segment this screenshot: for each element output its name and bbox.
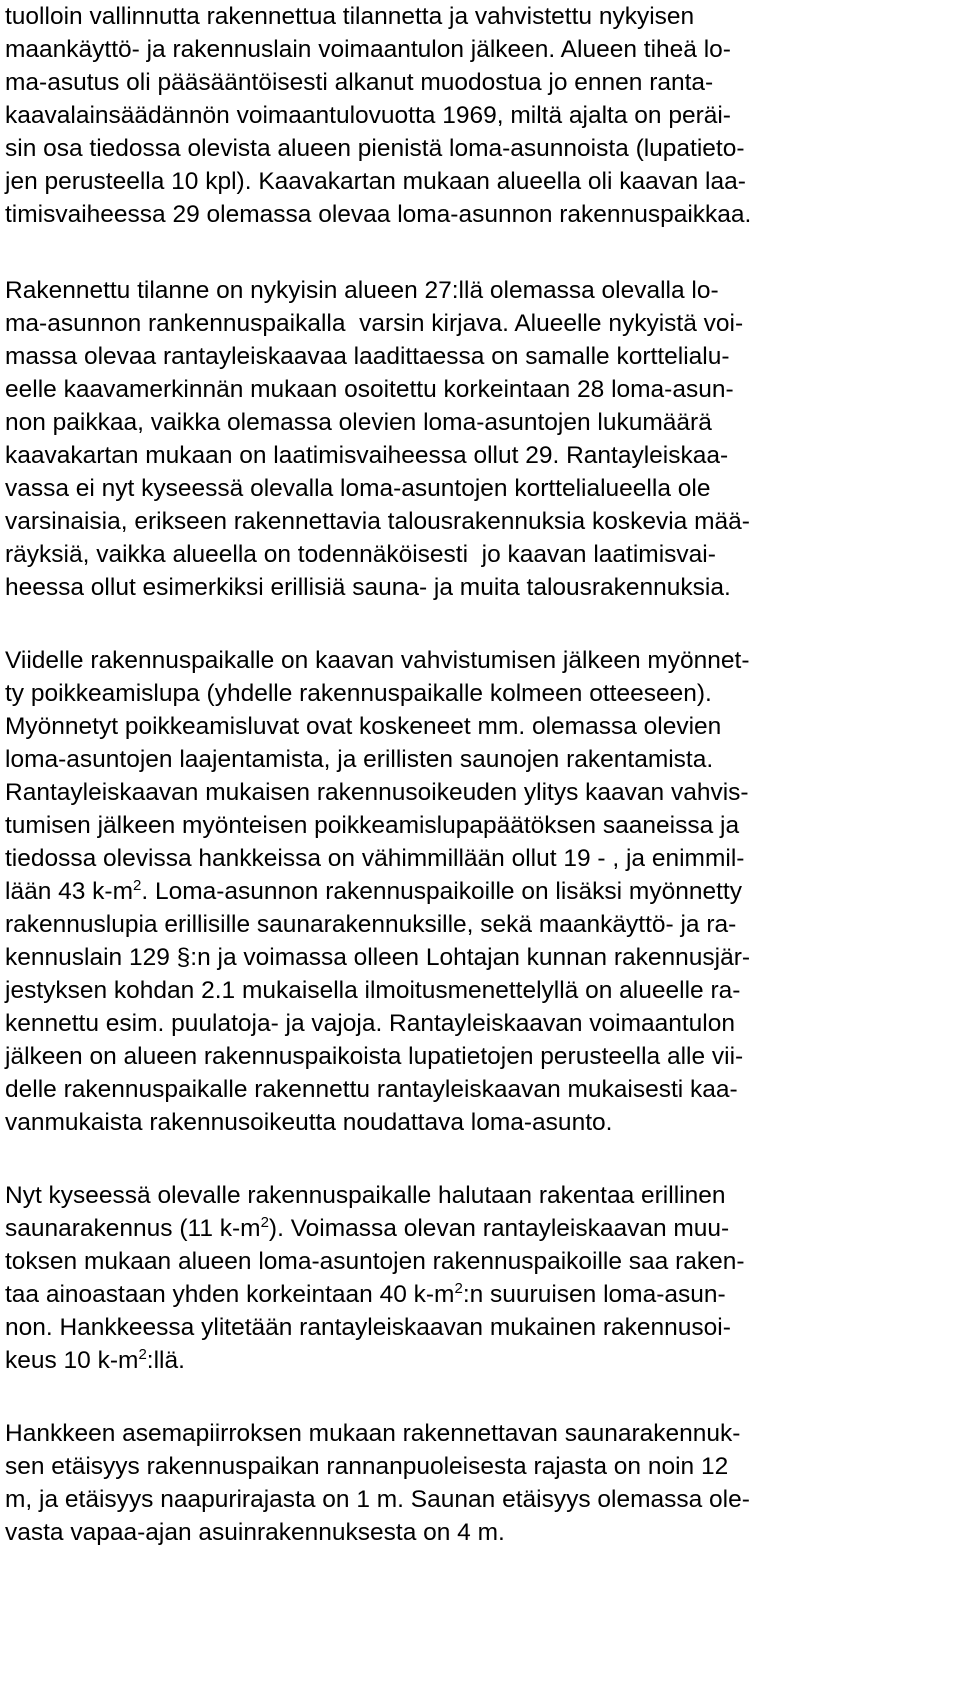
text-line: jälkeen on alueen rakennuspaikoista lupatietojen perusteella alle vii-	[5, 1043, 744, 1070]
text-line: Nyt kyseessä olevalle rakennuspaikalle halutaan rakentaa erillinen	[5, 1182, 726, 1209]
text-line: Viidelle rakennuspaikalle on kaavan vahvistumisen jälkeen myönnet-	[5, 647, 750, 674]
paragraph-1	[5, 0, 955, 231]
text-line: ty poikkeamislupa (yhdelle rakennuspaikalle kolmeen otteeseen).	[5, 680, 712, 707]
superscript: 2	[454, 1280, 463, 1297]
paragraph-spacer	[5, 231, 955, 274]
text-line: kaavalainsäädännön voimaantulovuotta 1969, miltä ajalta on peräi-	[5, 102, 731, 129]
text-segment: ). Voimassa olevan rantayleiskaavan muu-	[268, 1215, 730, 1242]
text-line: non. Hankkeessa ylitetään rantayleiskaavan mukainen rakennusoi-	[5, 1314, 731, 1341]
text-line: varsinaisia, erikseen rakennettavia talousrakennuksia koskevia mää-	[5, 508, 750, 535]
text-line: heessa ollut esimerkiksi erillisiä sauna- ja muita talousrakennuksia.	[5, 574, 731, 601]
paragraph-5	[5, 1417, 955, 1549]
text-line: toksen mukaan alueen loma-asuntojen rakennuspaikoille saa raken-	[5, 1248, 745, 1275]
superscript: 2	[138, 1346, 147, 1363]
text-line: m, ja etäisyys naapurirajasta on 1 m. Saunan etäisyys olemassa ole-	[5, 1486, 750, 1513]
text-line: Rantayleiskaavan mukaisen rakennusoikeuden ylitys kaavan vahvis-	[5, 779, 749, 806]
text-line: kennettu esim. puulatoja- ja vajoja. Rantayleiskaavan voimaantulon	[5, 1010, 735, 1037]
paragraph-4	[5, 1179, 955, 1377]
text-segment: keus 10 k-m	[5, 1347, 139, 1374]
text-line: ma-asutus oli pääsääntöisesti alkanut muodostua jo ennen ranta-	[5, 69, 714, 96]
text-line: eelle kaavamerkinnän mukaan osoitettu korkeintaan 28 loma-asun-	[5, 376, 734, 403]
text-line: sin osa tiedossa olevista alueen pienistä loma-asunnoista (lupatieto-	[5, 135, 745, 162]
text-line: jen perusteella 10 kpl). Kaavakartan mukaan alueella oli kaavan laa-	[5, 168, 746, 195]
document-page	[5, 0, 955, 1549]
paragraph-spacer	[5, 1377, 955, 1417]
text-line-with-superscript	[5, 1212, 955, 1245]
text-line: vanmukaista rakennusoikeutta noudattava loma-asunto.	[5, 1109, 613, 1136]
text-line: Hankkeen asemapiirroksen mukaan rakennettavan saunarakennuk-	[5, 1420, 741, 1447]
superscript: 2	[133, 877, 142, 894]
text-line: vassa ei nyt kyseessä olevalla loma-asuntojen korttelialueella ole	[5, 475, 711, 502]
text-line: timisvaiheessa 29 olemassa olevaa loma-asunnon rakennuspaikkaa.	[5, 201, 752, 228]
text-segment: saunarakennus (11 k-m	[5, 1215, 261, 1242]
text-line: ma-asunnon rankennuspaikalla varsin kirjava. Alueelle nykyistä voi-	[5, 310, 744, 337]
text-line: rakennuslupia erillisille saunarakennuksille, sekä maankäyttö- ja ra-	[5, 911, 737, 938]
text-line: delle rakennuspaikalle rakennettu rantayleiskaavan mukaisesti kaa-	[5, 1076, 738, 1103]
text-segment: :llä.	[146, 1347, 185, 1374]
text-line: jestyksen kohdan 2.1 mukaisella ilmoitusmenettelyllä on alueelle ra-	[5, 977, 741, 1004]
text-line: tiedossa olevissa hankkeissa on vähimmillään ollut 19 - , ja enimmil-	[5, 845, 745, 872]
text-line: sen etäisyys rakennuspaikan rannanpuoleisesta rajasta on noin 12	[5, 1453, 729, 1480]
text-line: maankäyttö- ja rakennuslain voimaantulon jälkeen. Alueen tiheä lo-	[5, 36, 731, 63]
text-line-with-superscript	[5, 875, 955, 908]
text-line: Myönnetyt poikkeamisluvat ovat koskeneet mm. olemassa olevien	[5, 713, 722, 740]
paragraph-spacer	[5, 1139, 955, 1179]
text-segment: taa ainoastaan yhden korkeintaan 40 k-m	[5, 1281, 455, 1308]
text-segment: :n suuruisen loma-asun-	[462, 1281, 726, 1308]
text-line: kennuslain 129 §:n ja voimassa olleen Lohtajan kunnan rakennusjär-	[5, 944, 751, 971]
text-line: kaavakartan mukaan on laatimisvaiheessa ollut 29. Rantayleiskaa-	[5, 442, 729, 469]
text-line: massa olevaa rantayleiskaavaa laadittaessa on samalle korttelialu-	[5, 343, 730, 370]
paragraph-spacer	[5, 604, 955, 644]
text-line: loma-asuntojen laajentamista, ja erillisten saunojen rakentamista.	[5, 746, 714, 773]
text-line: Rakennettu tilanne on nykyisin alueen 27:llä olemassa olevalla lo-	[5, 277, 719, 304]
text-line: non paikkaa, vaikka olemassa olevien loma-asuntojen lukumäärä	[5, 409, 712, 436]
text-line-with-superscript	[5, 1278, 955, 1311]
text-segment: lään 43 k-m	[5, 878, 134, 905]
text-line: tumisen jälkeen myönteisen poikkeamislupapäätöksen saaneissa ja	[5, 812, 740, 839]
superscript: 2	[260, 1214, 269, 1231]
paragraph-2	[5, 274, 955, 604]
text-line: tuolloin vallinnutta rakennettua tilannetta ja vahvistettu nykyisen	[5, 3, 695, 30]
text-line-with-superscript	[5, 1344, 955, 1377]
text-line: vasta vapaa-ajan asuinrakennuksesta on 4 m.	[5, 1519, 505, 1546]
text-segment: . Loma-asunnon rakennuspaikoille on lisäksi myönnetty	[141, 878, 742, 905]
text-line: räyksiä, vaikka alueella on todennäköisesti jo kaavan laatimisvai-	[5, 541, 716, 568]
paragraph-3	[5, 644, 955, 1139]
